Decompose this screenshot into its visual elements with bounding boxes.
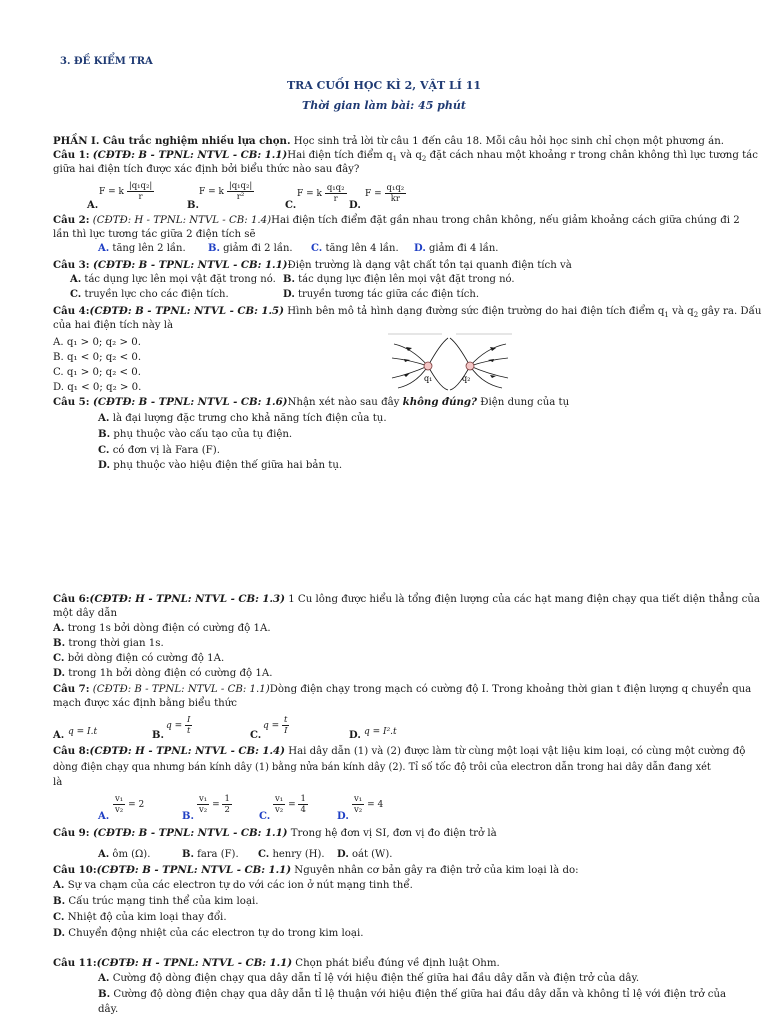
q3-option-d[interactable]: D. truyền tương tác giữa các điện tích. (283, 289, 479, 300)
q4-option-d[interactable]: D. q₁ < 0; q₂ > 0. (53, 382, 142, 393)
q11-option-b[interactable]: B. Cường độ dòng điện chạy qua dây dẫn tỉ lệ thuận với hiệu điện thế giữa hai đầu dây dẫn và không tỉ lệ với điện trở của (98, 988, 727, 1000)
exam-time: Thời gian làm bài: 45 phút (302, 99, 466, 112)
q4-option-a[interactable]: A. q₁ > 0; q₂ > 0. (53, 337, 141, 348)
q5-option-a[interactable]: A. là đại lượng đặc trưng cho khả năng tích điện của tụ. (98, 412, 387, 424)
question-4: Câu 4:(CĐTĐ: B - TPNL: NTVL - CB: 1.5) Hình bên mô tả hình dạng đường sức điện trường do hai điện tích điểm $q_1$ và $q_2$ gây ra. Dấu (53, 305, 762, 320)
q1-option-b[interactable]: B. (187, 200, 199, 211)
q2-option-d[interactable]: D. giảm đi 4 lần. (414, 243, 499, 254)
q1-option-a[interactable]: A. (87, 200, 99, 211)
q2-option-b[interactable]: B. giảm đi 2 lần. (208, 243, 293, 254)
question-7: Câu 7: (CĐTĐ: B - TPNL: NTVL - CB: 1.1)Dòng điện chạy trong mạch có cường độ I. Trong khoảng thời gian t điện lượng q chuyển qua (53, 683, 752, 695)
q8-option-b[interactable]: B. (182, 811, 194, 822)
q4-option-c[interactable]: C. q₁ > 0; q₂ < 0. (53, 367, 142, 378)
q10-option-c[interactable]: C. Nhiệt độ của kim loại thay đổi. (53, 911, 227, 923)
q6-option-c[interactable]: C. bởi dòng điện có cường độ 1A. (53, 652, 225, 664)
q7-option-b[interactable]: B. (152, 730, 164, 741)
question-5: Câu 5: (CĐTĐ: B - TPNL: NTVL - CB: 1.6)Nhận xét nào sau đây không đúng? Điện dung của tụ (53, 396, 570, 408)
q10-option-b[interactable]: B. Cấu trúc mạng tinh thể của kim loại. (53, 895, 259, 907)
q1-formula-c: F = k $\frac{\text{q₁q₂}}{r}$ (297, 183, 345, 204)
q9-option-c[interactable]: C. henry (H). (258, 849, 325, 860)
question-2-line2: lần thì lực tương tác giữa 2 điện tích sẽ (53, 229, 256, 240)
exam-title: TRA CUỐI HỌC KÌ 2, VẬT LÍ 11 (286, 79, 482, 92)
q8-formula-a: $\frac{\text{v₁}}{\text{v₂}}$ = 2 (115, 794, 145, 815)
q10-option-d[interactable]: D. Chuyển động nhiệt của các electron tự do trong kim loại. (53, 927, 364, 939)
question-1-line2: giữa hai điện tích được xác định bởi biểu thức nào sau đây? (53, 164, 360, 175)
question-3: Câu 3: (CĐTĐ: B - TPNL: NTVL - CB: 1.1)Điện trường là dạng vật chất tồn tại quanh điện tích và (53, 259, 572, 271)
question-2: Câu 2: (CĐTĐ: H - TPNL: NTVL - CB: 1.4)Hai điện tích điểm đặt gần nhau trong chân không, nếu giảm khoảng cách giữa chúng đi 2 (53, 214, 740, 226)
q8-option-a[interactable]: A. (98, 811, 110, 822)
field-lines-figure (386, 330, 516, 392)
question-1: Câu 1: (CĐTĐ: B - TPNL: NTVL - CB: 1.1)Hai điện tích điểm $q_1$ và $q_2$ đặt cách nhau một khoảng r trong chân không thì lực tương tác (53, 149, 758, 164)
q7-option-c[interactable]: C. (250, 730, 262, 741)
q8-formula-c: $\frac{\text{v₁}}{\text{v₂}}$ = $\frac{1}{4}$ (275, 794, 306, 815)
q8-formula-b: $\frac{\text{v₁}}{\text{v₂}}$ = $\frac{1}{2}$ (199, 794, 230, 815)
q3-option-a[interactable]: A. tác dụng lực lên mọi vật đặt trong nó. (70, 274, 276, 285)
question-8: Câu 8:(CĐTĐ: H - TPNL: NTVL - CB: 1.4) Hai dây dẫn (1) và (2) được làm từ cùng một loại vật liệu kim loại, có cùng một cường độ (53, 745, 746, 757)
question-7-line2: mạch được xác định bằng biểu thức (53, 698, 237, 709)
q1-option-d[interactable]: D. (349, 200, 361, 211)
fig-label-q2: q₂ (462, 374, 471, 383)
q11-option-b-line2: dây. (98, 1004, 119, 1015)
section-heading: 3. ĐỀ KIỂM TRA (60, 56, 153, 67)
fig-label-q1: q₁ (424, 374, 433, 383)
q5-option-c[interactable]: C. có đơn vị là Fara (F). (98, 444, 220, 456)
q2-option-c[interactable]: C. tăng lên 4 lần. (311, 243, 399, 254)
question-11: Câu 11:(CĐTĐ: H - TPNL: NTVL - CB: 1.1) Chọn phát biểu đúng về định luật Ohm. (53, 957, 500, 969)
q6-option-d[interactable]: D. trong 1h bởi dòng điện có cường độ 1A. (53, 667, 273, 679)
q9-option-d[interactable]: D. oát (W). (337, 849, 393, 860)
q6-option-a[interactable]: A. trong 1s bởi dòng điện có cường độ 1A. (53, 622, 271, 634)
q7-formula-a: q = I.t (68, 727, 98, 737)
q7-formula-d: q = I².t (364, 727, 397, 737)
q3-option-c[interactable]: C. truyền lực cho các điện tích. (70, 289, 229, 300)
q1-formula-d: F = $\frac{\text{q₁q₂}}{kr}$ (365, 183, 405, 204)
q4-option-b[interactable]: B. q₁ < 0; q₂ < 0. (53, 352, 142, 363)
q7-option-d[interactable]: D. (349, 730, 361, 741)
q8-option-c[interactable]: C. (259, 811, 271, 822)
q1-formula-b: F = k $\frac{\text{|q₁q₂|}}{\text{r²}}$ (199, 181, 253, 202)
q11-option-a[interactable]: A. Cường độ dòng điện chạy qua dây dẫn tỉ lệ với hiệu điện thế giữa hai đầu dây dẫn và điện trở của dây. (98, 972, 640, 984)
q6-option-b[interactable]: B. trong thời gian 1s. (53, 637, 164, 649)
q3-option-b[interactable]: B. tác dụng lực điện lên mọi vật đặt trong nó. (283, 274, 515, 285)
q8-formula-d: $\frac{\text{v₁}}{\text{v₂}}$ = 4 (354, 794, 384, 815)
q7-formula-c: q = $\frac{t}{I}$ (263, 715, 288, 736)
question-6-line2: một dây dẫn (53, 608, 118, 619)
q8-option-d[interactable]: D. (337, 811, 349, 822)
q2-option-a[interactable]: A. tăng lên 2 lần. (98, 243, 186, 254)
q1-formula-a: F = k $\frac{\text{|q₁q₂|}}{r}$ (99, 181, 153, 202)
question-6: Câu 6:(CĐTĐ: H - TPNL: NTVL - CB: 1.3) 1 Cu lông được hiểu là tổng điện lượng của các hạt mang điện chạy qua tiết diện thẳng của (53, 593, 760, 605)
question-8-line2: dòng điện chạy qua nhưng bán kính dây (1) bằng nửa bán kính dây (2). Tỉ số tốc độ trôi của electron dẫn trong hai dây dẫn đang xét (53, 762, 711, 773)
q9-option-b[interactable]: B. fara (F). (182, 849, 239, 860)
q5-option-b[interactable]: B. phụ thuộc vào cấu tạo của tụ điện. (98, 428, 293, 440)
question-8-line3: là (53, 777, 63, 788)
q9-option-a[interactable]: A. ôm (Ω). (98, 849, 151, 860)
q1-option-c[interactable]: C. (285, 200, 297, 211)
q7-option-a[interactable]: A. (53, 730, 65, 741)
question-4-line2: của hai điện tích này là (53, 320, 174, 331)
q5-option-d[interactable]: D. phụ thuộc vào hiệu điện thế giữa hai bản tụ. (98, 459, 343, 471)
q10-option-a[interactable]: A. Sự va chạm của các electron tự do với các ion ở nút mạng tinh thể. (53, 879, 413, 891)
q7-formula-b: q = $\frac{I}{t}$ (166, 715, 191, 736)
question-9: Câu 9: (CĐTĐ: B - TPNL: NTVL - CB: 1.1) Trong hệ đơn vị SI, đơn vị đo điện trở là (53, 827, 497, 839)
question-10: Câu 10:(CĐTĐ: B - TPNL: NTVL - CB: 1.1) Nguyên nhân cơ bản gây ra điện trở của kim loại là do: (53, 864, 579, 876)
part1-instruction: PHẦN I. Câu trắc nghiệm nhiều lựa chọn. Học sinh trả lời từ câu 1 đến câu 18. Mỗi câu hỏi học sinh chỉ chọn một phương án. (53, 135, 725, 147)
